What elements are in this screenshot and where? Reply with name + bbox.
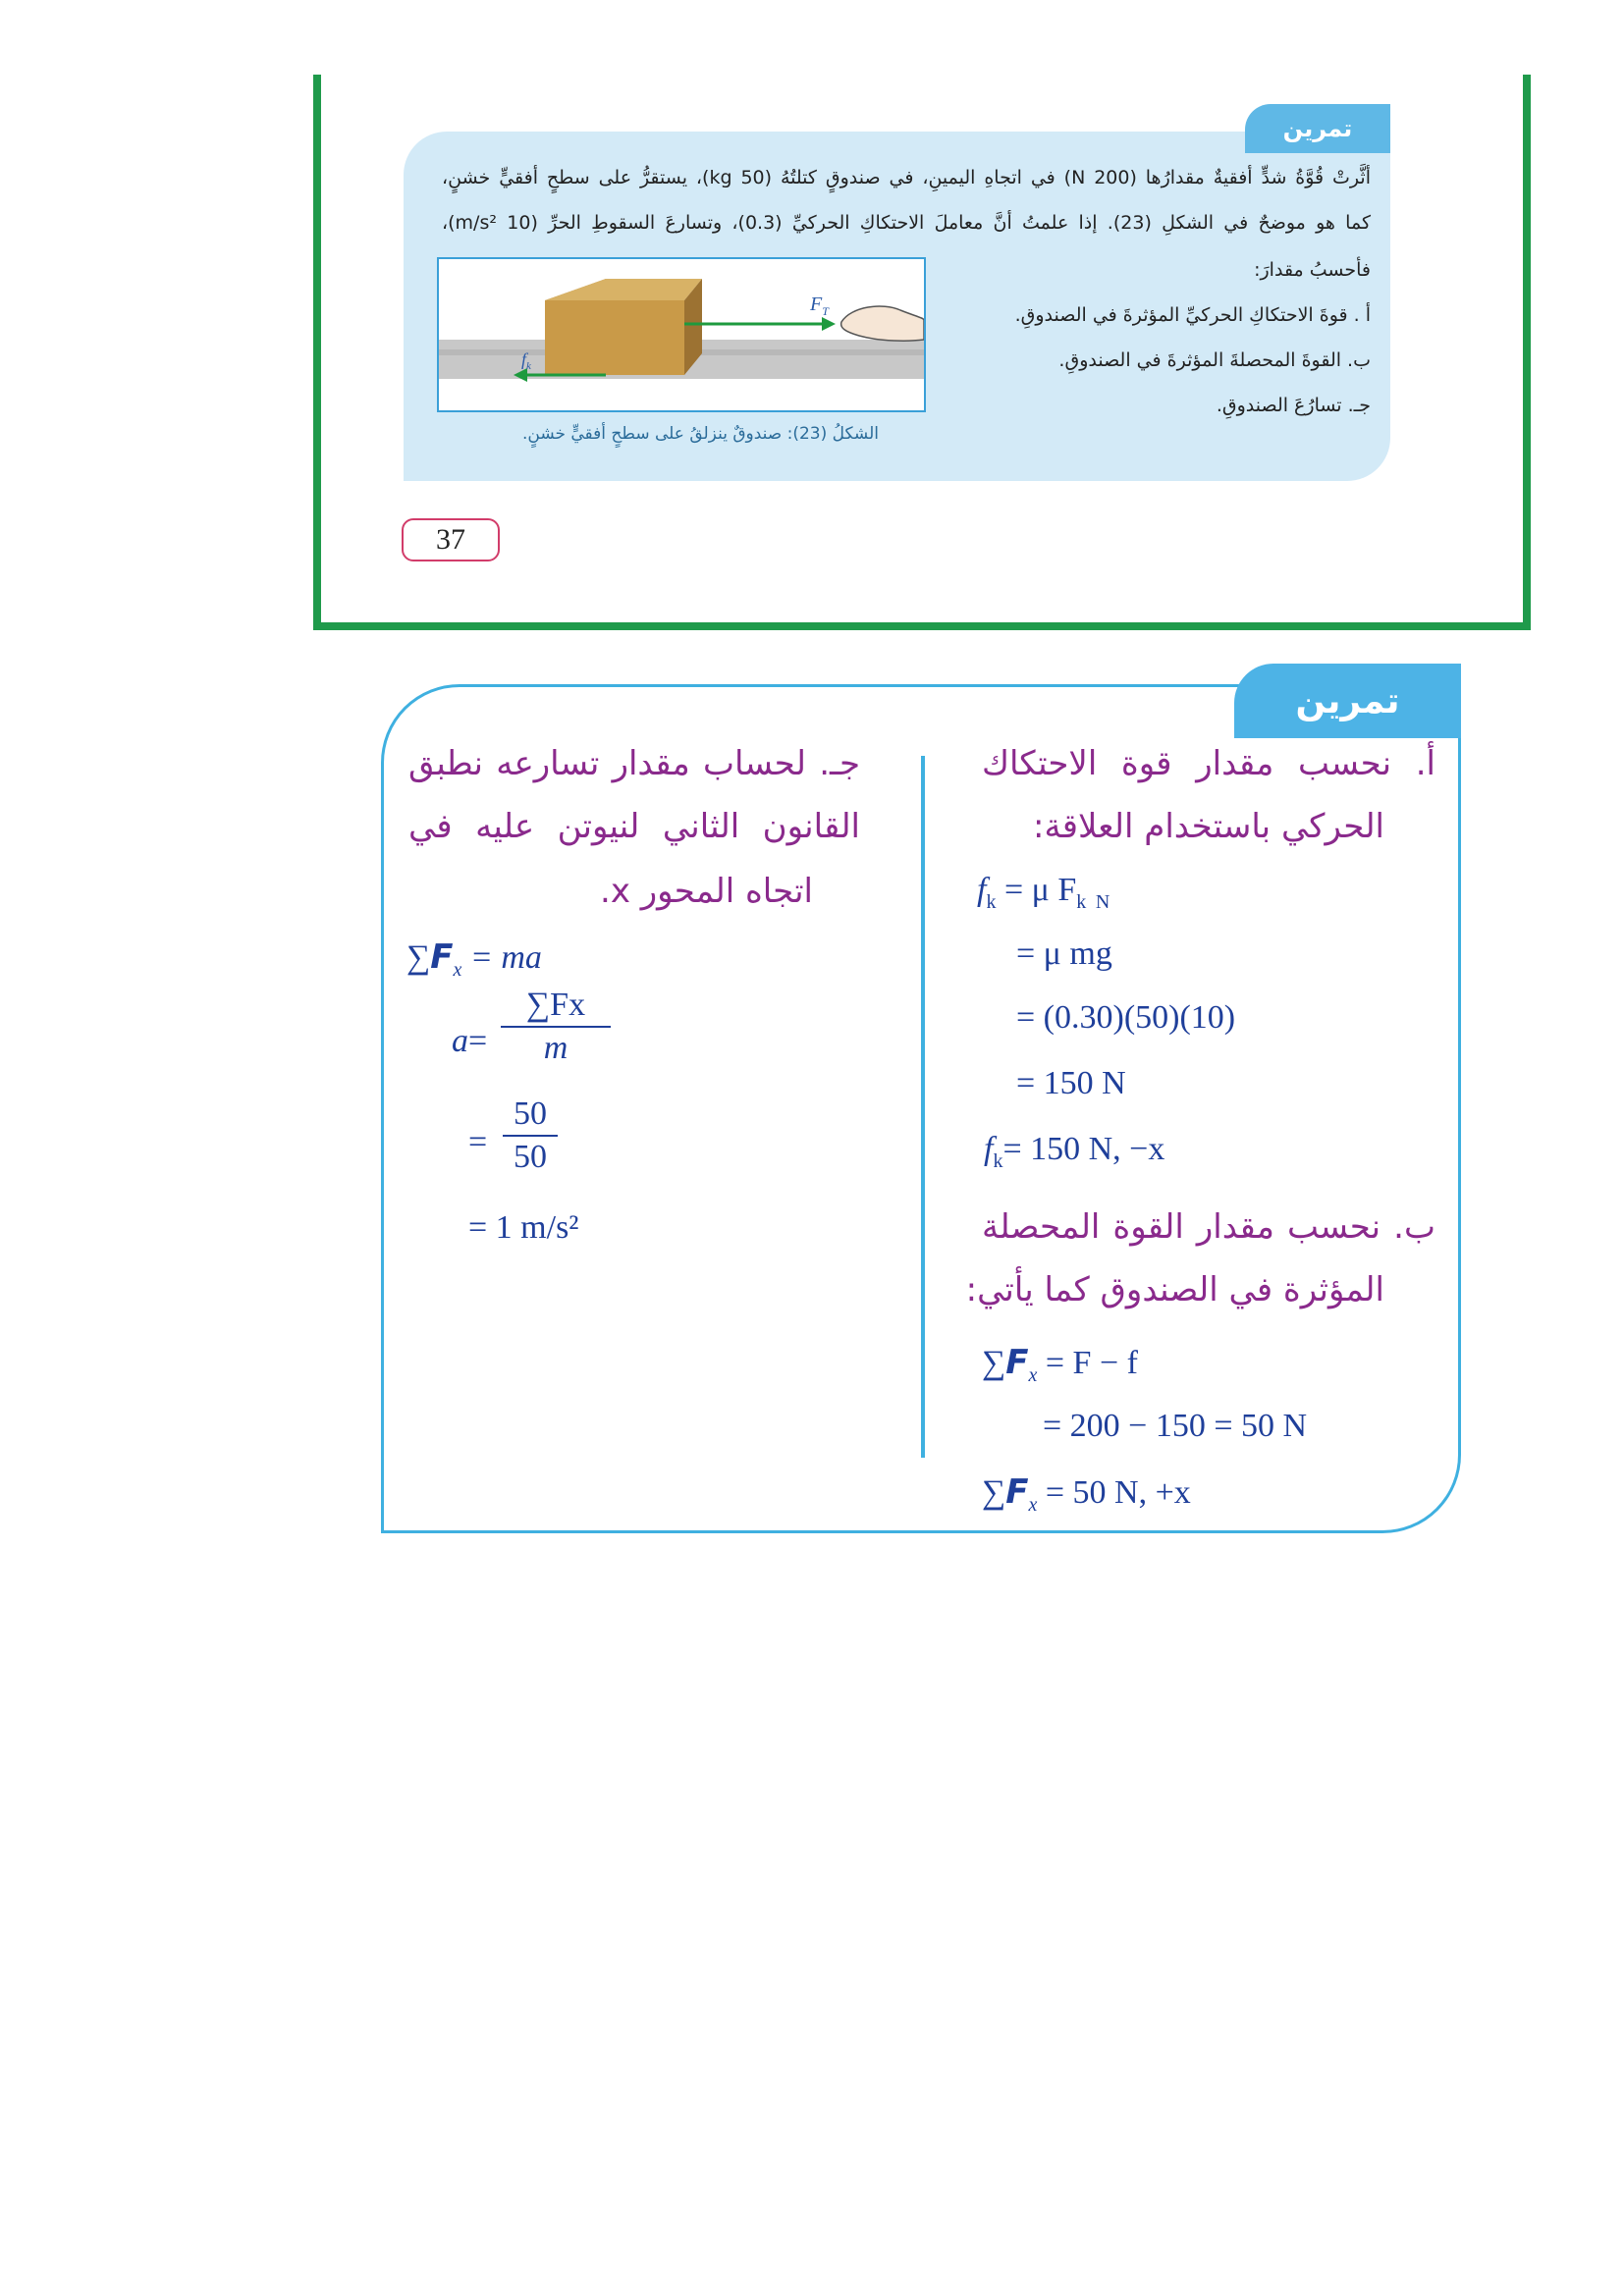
- page-number: 37: [402, 518, 500, 561]
- exercise-item-c: جـ. تسارُعَ الصندوقِ.: [1216, 395, 1371, 416]
- part-b-intro-1: ب. نحسب مقدار القوة المحصلة: [982, 1207, 1435, 1247]
- exercise-line-3: فأحسبُ مقدارَ:: [1254, 259, 1371, 281]
- figure-caption: الشكلُ (23): صندوقٌ ينزلقُ على سطحٍ أفقيٍّ خشنٍ.: [521, 424, 879, 444]
- fraction-2-denominator: 50: [514, 1139, 547, 1175]
- part-c-fraction-1: [501, 987, 611, 1067]
- exercise-item-a: أ . قوةَ الاحتكاكِ الحركيِّ المؤثرةَ في الصندوقِ.: [1014, 304, 1371, 326]
- column-divider: [921, 756, 925, 1458]
- part-a-eq-2: = μ mg: [1016, 935, 1112, 972]
- part-a-eq-4: = 150 N: [1016, 1065, 1126, 1101]
- part-a-eq-3: = (0.30)(50)(10): [1016, 999, 1236, 1036]
- part-b-eq-2: = 200 − 150 = 50 N: [1043, 1408, 1308, 1444]
- part-c-a-equals: a=: [452, 1023, 488, 1059]
- exercise-item-b: ب. القوةَ المحصلةَ المؤثرةَ في الصندوقِ.: [1058, 349, 1371, 371]
- fraction-1-denominator: m: [543, 1030, 568, 1066]
- figure-23: [437, 257, 926, 412]
- part-a-intro-2: الحركي باستخدام العلاقة:: [1033, 807, 1384, 846]
- exercise-tab: تمرين: [1245, 104, 1390, 153]
- fraction-1-numerator: ∑Fx: [525, 987, 586, 1023]
- solution-tab: تمرين: [1234, 664, 1461, 738]
- part-b-eq-1: $\sum F_x = F - f$: [982, 1343, 1138, 1386]
- part-b-result: $\sum F_x = 50$ N, +x: [982, 1472, 1191, 1516]
- part-c-intro-1: جـ. لحساب مقدار تسارعه نطبق: [408, 744, 860, 783]
- friction-label: $f_k$: [521, 349, 531, 372]
- exercise-line-2: كما هو موضحٌ في الشكلِ (23). إذا علمتُ أنَّ معاملَ الاحتكاكِ الحركيِّ (0.3)، وتسارعَ السقوطِ الحرِّ (10 m/s²)،: [442, 212, 1371, 234]
- part-c-fraction-2: [503, 1095, 558, 1176]
- tension-label: $F_T$: [810, 294, 829, 318]
- part-c-eq-1: $\sum F_x$ = ma: [406, 937, 542, 981]
- part-a-intro-1: أ. نحسب مقدار قوة الاحتكاك: [982, 744, 1435, 783]
- part-b-intro-2: المؤثرة في الصندوق كما يأتي:: [965, 1270, 1384, 1309]
- part-c-intro-3: اتجاه المحور x.: [600, 872, 813, 911]
- exercise-line-1: أثَّرتْ قُوَّةُ شدٍّ أفقيةٌ مقدارُها (200 N) في اتجاهِ اليمينِ، في صندوقٍ كتلتُهُ (50 kg)، يستقرُّ على سطحٍ أفقيٍّ خشنٍ،: [442, 167, 1371, 188]
- part-a-eq-1: $f_k = \mu$ $F_k$ $_N$: [977, 872, 1110, 913]
- part-c-result: = 1 m/s²: [468, 1209, 579, 1246]
- box-on-surface-illustration: [439, 259, 924, 410]
- part-c-equals-2: =: [468, 1124, 488, 1160]
- fraction-2-numerator: 50: [514, 1095, 547, 1132]
- part-c-intro-2: القانون الثاني لنيوتن عليه في: [408, 807, 860, 846]
- part-a-result: $f_k= 150$ N, −x: [984, 1131, 1165, 1172]
